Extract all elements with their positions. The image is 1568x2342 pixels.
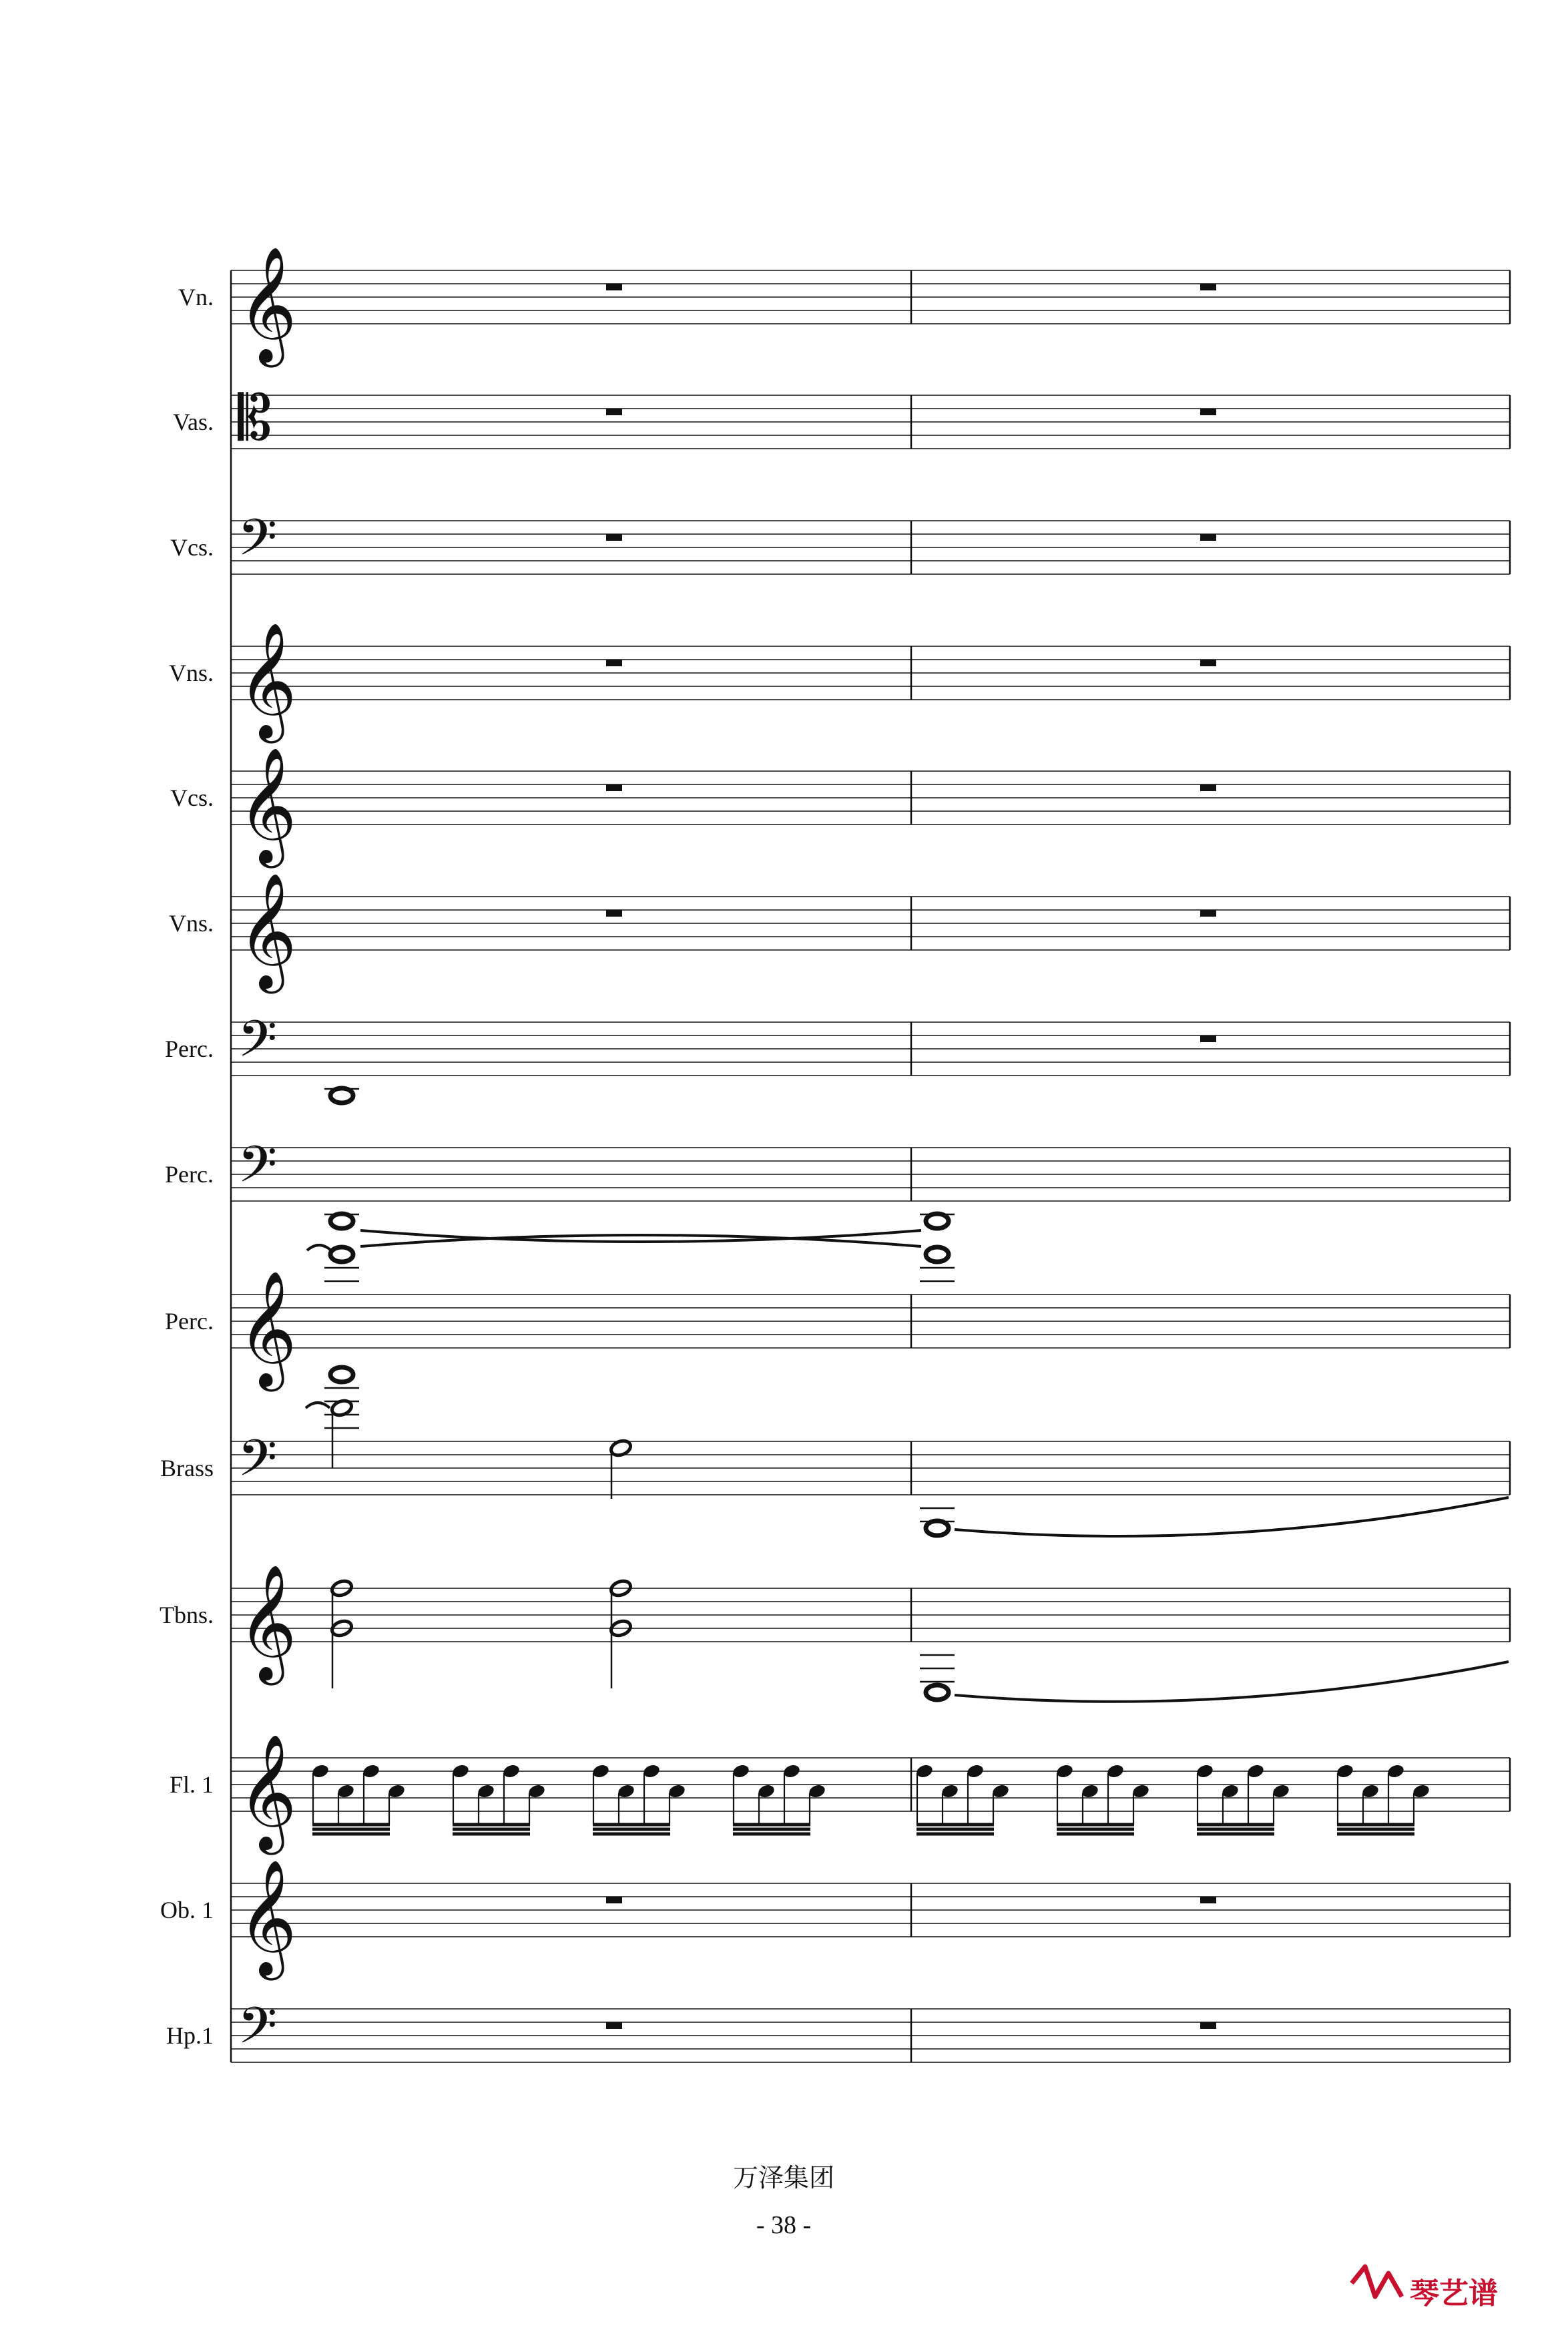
treble-clef-icon: 𝄞 (238, 622, 297, 738)
treble-clef-icon: 𝄞 (238, 1859, 297, 1975)
whole-note (926, 1214, 949, 1228)
instrument-label: Vcs. (170, 534, 214, 561)
whole-rest (606, 784, 622, 791)
treble-clef-icon: 𝄞 (238, 747, 297, 863)
whole-rest (1200, 1897, 1216, 1903)
bass-clef-icon: 𝄢 (238, 1429, 278, 1500)
page-number: - 38 - (756, 2211, 812, 2239)
bass-clef-icon: 𝄢 (238, 1135, 278, 1206)
whole-rest (606, 1897, 622, 1903)
whole-rest (1200, 409, 1216, 415)
instrument-label: Vas. (173, 409, 214, 435)
whole-note (926, 1521, 949, 1536)
instrument-label: Perc. (165, 1161, 214, 1188)
instrument-label: Ob. 1 (160, 1897, 214, 1923)
watermark-text: 琴艺谱 (1410, 2277, 1498, 2311)
whole-rest (606, 910, 622, 917)
whole-rest (1200, 1035, 1216, 1042)
whole-rest (1200, 660, 1216, 666)
treble-clef-icon: 𝄞 (238, 873, 297, 989)
whole-note (330, 1367, 353, 1382)
instrument-label: Perc. (165, 1035, 214, 1062)
notation-layer (306, 284, 1509, 2029)
bass-clef-icon: 𝄢 (238, 508, 278, 579)
tie-curve (955, 1662, 1509, 1702)
treble-clef-icon: 𝄞 (238, 1270, 297, 1387)
whole-note (330, 1214, 353, 1228)
treble-clef-icon: 𝄞 (238, 1734, 297, 1850)
instrument-label: Perc. (165, 1308, 214, 1335)
whole-rest (1200, 2022, 1216, 2029)
staff-system (160, 246, 1510, 2068)
instrument-label: Vns. (168, 910, 214, 937)
whole-rest (606, 409, 622, 415)
treble-clef-icon: 𝄞 (238, 1564, 297, 1680)
instrument-label: Vn. (178, 284, 214, 310)
tie-curve (955, 1497, 1509, 1536)
instrument-label: Vcs. (170, 784, 214, 811)
whole-note (926, 1685, 949, 1700)
bass-clef-icon: 𝄢 (238, 1996, 278, 2068)
tie-curve (307, 1245, 331, 1250)
whole-note (926, 1247, 949, 1262)
publisher-footer: 万泽集团 (732, 2164, 835, 2192)
whole-rest (606, 534, 622, 541)
whole-note (330, 1247, 353, 1262)
instrument-label: Fl. 1 (169, 1771, 214, 1798)
whole-rest (1200, 534, 1216, 541)
whole-rest (606, 2022, 622, 2029)
instrument-label: Tbns. (160, 1602, 214, 1628)
whole-rest (1200, 284, 1216, 290)
logo-mark-icon (1352, 2267, 1402, 2297)
watermark-logo (1352, 2267, 1498, 2311)
alto-clef-icon: 𝄡 (238, 383, 272, 454)
whole-note (330, 1088, 353, 1103)
instrument-label: Hp.1 (166, 2022, 214, 2049)
whole-rest (606, 284, 622, 290)
bass-clef-icon: 𝄢 (238, 1009, 278, 1081)
instrument-label: Vns. (168, 660, 214, 686)
tie-curve (306, 1403, 330, 1408)
whole-rest (606, 660, 622, 666)
treble-clef-icon: 𝄞 (238, 246, 297, 363)
whole-rest (1200, 910, 1216, 917)
instrument-label: Brass (160, 1455, 214, 1481)
whole-rest (1200, 784, 1216, 791)
